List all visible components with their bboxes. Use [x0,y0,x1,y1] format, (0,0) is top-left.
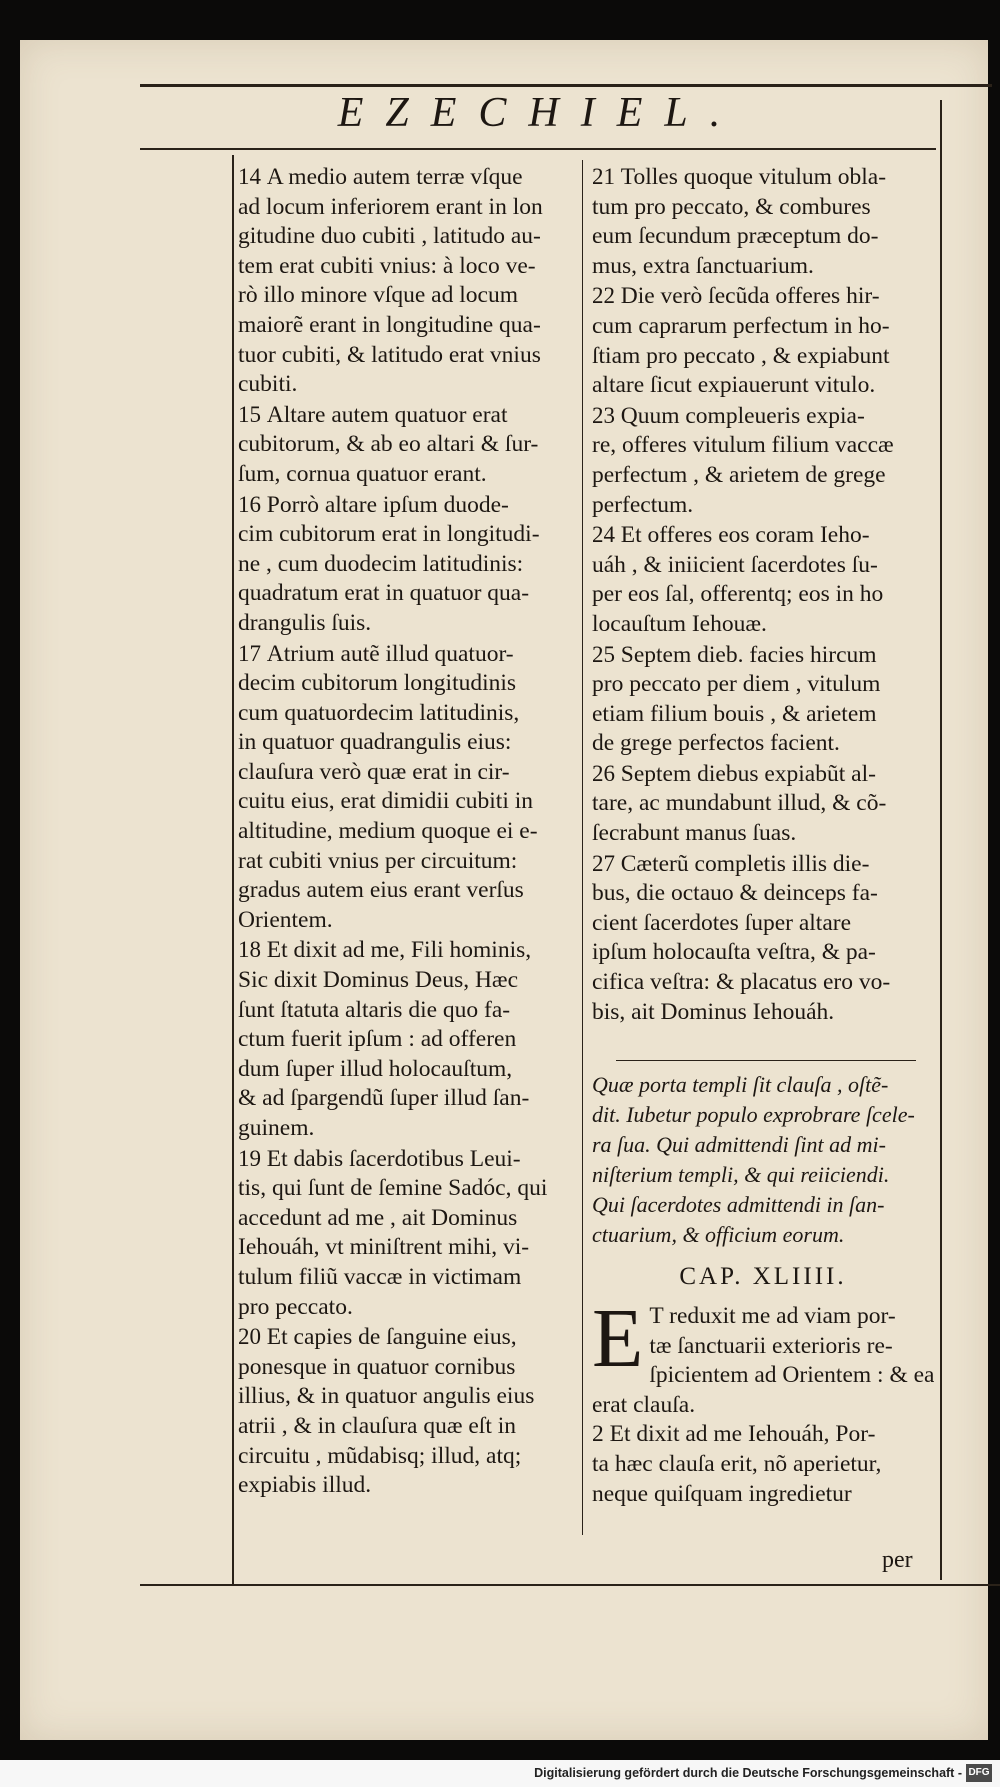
verse-line [238,966,570,996]
verse-line [238,1353,570,1383]
verse-text: Altare autem quatuor erat [266,401,508,428]
verse-text: Et dixit ad me, Fili hominis, [266,937,532,964]
verse-line [238,1055,570,1085]
verse-number: 19 [238,1145,267,1171]
verse-line [238,520,570,550]
verse-number: 26 [592,760,621,786]
verse-text: bis, ait Dominus Iehouáh. [592,998,835,1025]
verse-text: A medio autem terræ vſque [266,164,523,190]
verse-number: 14 [238,164,267,189]
verse-line [592,968,932,998]
verse-line [238,222,570,252]
verse-line [238,430,570,460]
verse-line [238,370,570,400]
verse-line [592,729,932,759]
verse-text: pro peccato. [238,1293,353,1320]
verse-number: 21 [592,164,621,189]
verse-line [238,787,570,817]
summary-line: niſterium templi, & qui reiiciendi. [592,1162,890,1187]
verse-line [238,935,570,966]
chapter-44-text [592,1292,934,1509]
chapter-summary [592,1070,934,1250]
verse-text: ipſum holocauſta veſtra, & pa- [592,939,876,966]
verse-line [592,789,932,819]
verse-line [592,342,932,372]
verse-number: 17 [238,640,267,666]
verse-text: gitudine duo cubiti , latitudo au- [238,223,541,250]
verse-text: bus, die octauo & deinceps fa- [592,880,878,907]
verse-line [238,162,570,193]
verse-line [592,162,932,193]
summary-rule [616,1060,916,1061]
verse-line [238,1412,570,1442]
verse-text: perfectum , & arietem de grege [592,461,886,488]
verse-line [592,193,932,223]
summary-line: dit. Iubetur populo exprobrare ſcele- [592,1102,915,1127]
verse-text: Septem diebus expiabũt al- [620,760,876,787]
left-column [238,162,570,1501]
verse-text: circuitu , mũdabisq; illud, atq; [238,1442,522,1469]
verse-text: Et dixit ad me Iehouáh, Por- [609,1421,876,1448]
footer-bar [0,1760,1000,1787]
verse-text: ne , cum duodecim latitudinis: [238,550,524,577]
verse-text: rat cubiti vnius per circuitum: [238,847,518,874]
verse-line [238,1263,570,1293]
verse-text: eum ſecundum præceptum do- [592,223,879,250]
verse-line [238,1382,570,1412]
drop-cap: E [592,1292,644,1385]
verse-line [238,1084,570,1114]
verse-number: 15 [238,401,267,427]
verse-number: 16 [238,491,267,517]
verse-line [238,281,570,311]
chapter-44-verse-2 [592,1420,934,1509]
verse-line [238,252,570,282]
verse-line [238,1233,570,1263]
verse-text: quadratum erat in quatuor qua- [238,580,530,607]
verse-text: clauſura verò quæ erat in cir- [238,758,510,785]
verse-line [592,222,932,252]
verse-text: Die verò ſecũda offeres hir- [620,283,880,310]
catchword: per [882,1547,913,1573]
verse-line [592,312,932,342]
verse-line: tæ ſanctuarii exterioris re- [649,1332,893,1359]
verse-text: cifica veſtra: & placatus ero vo- [592,969,891,996]
verse-line [238,906,570,936]
verse-text: tare, ac mundabunt illud, & cõ- [592,790,887,817]
verse-text: Septem dieb. facies hircum [620,641,877,668]
verse-line [592,491,932,521]
verse-text: de grege perfectos facient. [592,730,840,757]
verse-text: Et offeres eos coram Ieho- [620,522,870,549]
verse-text: drangulis ſuis. [238,609,372,636]
verse-text: Porrò altare ipſum duode- [266,491,509,518]
verse-line [238,699,570,729]
verse-line [238,639,570,670]
verse-text: guinem. [238,1115,315,1141]
right-frame-rule [940,100,942,1580]
verse-line [238,1204,570,1234]
verse-text: Atrium autẽ illud quatuor- [266,640,514,667]
head-rule [140,148,936,150]
verse-line [238,876,570,906]
verse-text: in quatuor quadrangulis eius: [238,729,512,756]
verse-text: cient ſacerdotes ſuper altare [592,909,852,936]
verse-line [592,998,932,1028]
dfg-logo: DFG [966,1764,992,1782]
verse-line [238,1174,570,1204]
bottom-rule [140,1584,1000,1586]
verse-line [238,490,570,521]
verse-text: uáh , & iniicient ſacerdotes ſu- [592,551,878,578]
verse-line: ſpicientem ad Orientem : & ea [649,1362,934,1389]
verse-text: Et capies de ſanguine eius, [266,1324,517,1351]
right-column [592,162,932,1027]
verse-line [592,580,932,610]
verse-text: Quum compleueris expia- [620,402,865,429]
verse-text: maiorẽ erant in longitudine qua- [238,311,541,338]
verse-line [238,1442,570,1472]
verse-text: & ad ſpargendũ ſuper illud ſan- [238,1085,530,1112]
verse-text: ta hæc clauſa erit, nõ aperietur, [592,1450,882,1477]
summary-line: ctuarium, & officium eorum. [592,1222,845,1247]
verse-line [238,1471,570,1501]
verse-number: 2 [592,1421,610,1448]
verse-text: Sic dixit Dominus Deus, Hæc [238,967,519,994]
verse-line [592,849,932,880]
verse-text: ad locum inferiorem erant in lon [238,193,543,220]
verse-number: 20 [238,1324,267,1350]
verse-line [238,669,570,699]
funding-credit: Digitalisierung gefördert durch die Deutsche Forschungsgemeinschaft - [534,1766,962,1780]
summary-line: Quæ porta templi ſit clauſa , oſtẽ- [592,1072,889,1097]
verse-text: Iehouáh, vt miniſtrent mihi, vi- [238,1234,530,1261]
verse-text: Orientem. [238,906,333,933]
verse-line [592,252,932,282]
verse-line [592,640,932,671]
running-head: EZECHIEL. [337,90,743,136]
verse-line [592,909,932,939]
verse-line: erat clauſa. [592,1391,696,1418]
verse-line [238,341,570,371]
verse-text: perfectum. [592,491,694,518]
chapter-heading: CAP. XLIIII. [679,1263,847,1290]
verse-text: ctum fuerit ipſum : ad offeren [238,1026,517,1053]
verse-text: cum caprarum perfectum in ho- [592,312,890,339]
verse-text: tuor cubiti, & latitudo erat vnius [238,341,541,368]
verse-line [592,1480,934,1510]
verse-line [592,551,932,581]
verse-line [238,400,570,431]
verse-text: cubiti. [238,371,298,398]
verse-text: ſtiam pro peccato , & expiabunt [592,342,890,369]
verse-number: 22 [592,283,621,309]
verse-number: 23 [592,402,621,428]
verse-text: decim cubitorum longitudinis [238,670,517,697]
verse-line [592,819,932,849]
verse-text: cubitorum, & ab eo altari & ſur- [238,431,539,458]
verse-line [592,879,932,909]
verse-line [238,758,570,788]
verse-text: ſum, cornua quatuor erant. [238,460,487,487]
verse-line [238,193,570,223]
verse-line [592,670,932,700]
verse-number: 24 [592,522,621,548]
verse-line [238,1114,570,1144]
verse-text: cum quatuordecim latitudinis, [238,699,520,726]
verse-number: 27 [592,850,621,876]
verse-text: re, offeres vitulum filium vaccæ [592,432,894,459]
verse-line [238,460,570,490]
verse-line [238,550,570,580]
verse-text: dum ſuper illud holocauſtum, [238,1055,513,1082]
verse-line [238,609,570,639]
verse-text: atrii , & in clauſura quæ eſt in [238,1412,517,1439]
verse-line [592,610,932,640]
verse-line [592,431,932,461]
verse-text: cim cubitorum erat in longitudi- [238,521,540,548]
verse-text: Et dabis ſacerdotibus Leui- [266,1145,521,1172]
verse-number: 25 [592,641,621,667]
verse-line [592,461,932,491]
verse-text: tem erat cubiti vnius: à loco ve- [238,252,536,279]
verse-text: ſunt ſtatuta altaris die quo fa- [238,996,511,1023]
verse-line [238,1322,570,1353]
column-divider [582,160,583,1535]
verse-text: ſecrabunt manus ſuas. [592,820,797,847]
verse-text: altare ſicut expiauerunt vitulo. [592,372,876,399]
verse-text: Cæterũ completis illis die- [620,850,870,877]
verse-line [592,371,932,401]
verse-text: tis, qui ſunt de ſemine Sadóc, qui [238,1175,548,1202]
verse-line [238,311,570,341]
verse-text: expiabis illud. [238,1472,372,1499]
verse-line [592,938,932,968]
left-frame-rule [232,155,234,1585]
verse-text: pro peccato per diem , vitulum [592,671,881,698]
verse-line [238,1144,570,1175]
verse-text: etiam filium bouis , & arietem [592,700,877,727]
verse-line [238,847,570,877]
verse-text: Tolles quoque vitulum obla- [620,164,887,190]
verse-text: neque quiſquam ingredietur [592,1480,852,1507]
verse-line [592,520,932,551]
verse-text: cuitu eius, erat dimidii cubiti in [238,788,534,815]
verse-text: rò illo minore vſque ad locum [238,282,518,309]
verse-line [238,728,570,758]
verse-line [592,759,932,790]
verse-line [592,401,932,432]
verse-number: 18 [238,937,267,963]
summary-line: Qui ſacerdotes admittendi in ſan- [592,1192,885,1217]
verse-text: illius, & in quatuor angulis eius [238,1383,535,1410]
verse-text: tum pro peccato, & combures [592,193,871,220]
verse-line [238,1293,570,1323]
verse-line [592,1450,934,1480]
verse-line [592,1420,934,1450]
verse-text: locauſtum Iehouæ. [592,610,767,637]
verse-line [238,1025,570,1055]
verse-line [238,579,570,609]
verse-text: gradus autem eius erant verſus [238,877,524,904]
verse-line [592,281,932,312]
verse-line [238,817,570,847]
verse-text: tulum filiũ vaccæ in victimam [238,1263,522,1290]
verse-text: per eos ſal, offerentq; eos in ho [592,581,884,608]
verse-text: accedunt ad me , ait Dominus [238,1204,518,1231]
verse-line [592,700,932,730]
verse-line: T reduxit me ad viam por- [649,1303,896,1329]
verse-text: ponesque in quatuor cornibus [238,1353,516,1380]
verse-line [238,996,570,1026]
summary-line: ra ſua. Qui admittendi ſint ad mi- [592,1132,886,1157]
verse-text: altitudine, medium quoque ei e- [238,818,538,845]
verse-text: mus, extra ſanctuarium. [592,252,814,279]
top-rule [140,84,992,87]
